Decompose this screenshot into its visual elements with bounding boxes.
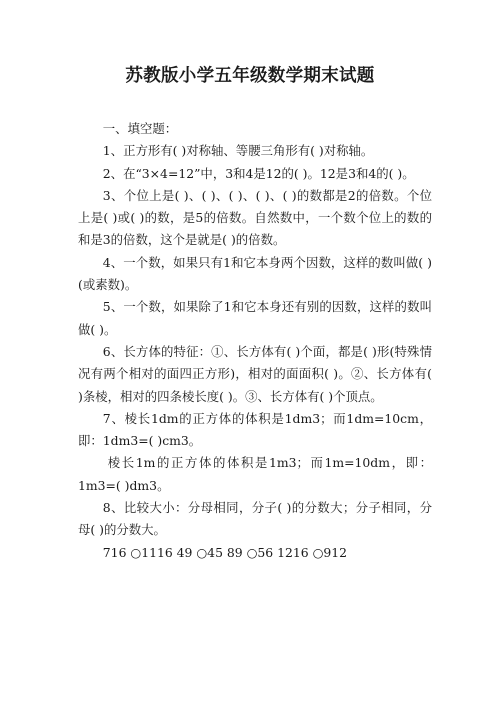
section-heading: 一、填空题： bbox=[102, 121, 178, 136]
question-8: 8、比较大小：分母相同，分子( )的分数大；分子相同，分母( )的分数大。 bbox=[78, 500, 432, 538]
question-7: 7、棱长1dm的正方体的体积是1dm3；而1dm=10cm，即：1dm3=( )cm3。 bbox=[78, 410, 432, 449]
question-3: 3、个位上是( )、( )、( )、( )、( )的数都是2的倍数。个位上是( )或( )的数，是5的倍数。自然数中，一个数个位上的数的和是3的倍数，这个是就是( )的倍数。 bbox=[78, 187, 432, 248]
question-5: 5、一个数，如果除了1和它本身还有别的因数，这样的数叫做( )。 bbox=[78, 299, 432, 337]
question-6: 6、长方体的特征：①、长方体有( )个面，都是( )形(特殊情况有两个相对的面四正方形)，相对的面面积( )。②、长方体有( )条棱，相对的四条棱长度( )。③、长方体有( )个顶点。 bbox=[78, 343, 432, 404]
question-7-continued: 棱长1m的正方体的体积是1m3；而1m=10dm，即：1m3=( )dm3。 bbox=[78, 455, 432, 493]
page-title: 苏教版小学五年级数学期末试题 bbox=[125, 66, 375, 86]
comparison-row: 716 ○1116 49 ○45 89 ○56 1216 ○912 bbox=[102, 544, 348, 560]
question-1: 1、正方形有( )对称轴、等腰三角形有( )对称轴。 bbox=[102, 143, 374, 159]
question-2: 2、在“3×4=12”中，3和4是12的( )。12是3和4的( )。 bbox=[102, 165, 415, 181]
question-4: 4、一个数，如果只有1和它本身两个因数，这样的数叫做( )(或素数)。 bbox=[78, 254, 432, 293]
document-body bbox=[78, 118, 432, 564]
